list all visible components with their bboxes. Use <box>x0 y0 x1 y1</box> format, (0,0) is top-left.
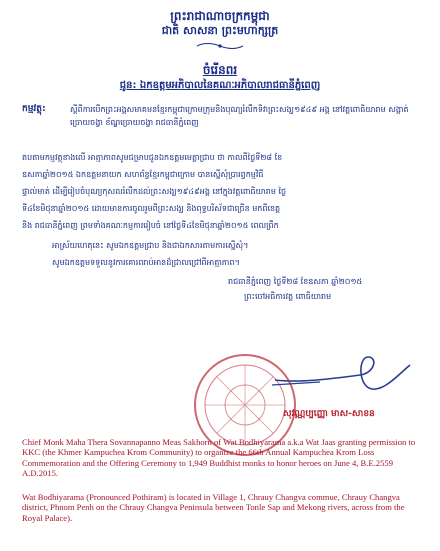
signatory-name: សុវណ្ណប្បញ្ញោ មាស-សាខន <box>283 409 375 419</box>
body-line: តបតាមកម្មវត្ថុខាងលើ អាត្មាភាពសូមជម្រាបជូនឯកឧត្តមមេត្តាជ្រាប ថា កាលពីថ្ងៃទី២៨ ខែ <box>22 153 283 162</box>
body-line: ផ្ទាល់មាត់ ដើម្បីរៀបចំបុណ្យកុសលរំលឹកដល់ព្រះសង្ឃ១៩៤៩អង្គ នៅក្នុងវត្តពោធិយារាម ថ្ងៃ <box>22 187 287 196</box>
subject-text: ស្តីពីការបើកព្រះអង្គសមាគមនខ្មែរកម្ពុជាក្រោមក្រុមនិងបុណ្យរំលឹកទិវាព្រះសង្ឃ១៩៤៩ អង្គ នៅវត្តពោធិយារាម សង្កាត់ ច្រោយចង្វា ខ័ណ្ឌច្រោយចង្វា រាជធានីភ្នំពេញ <box>70 105 409 127</box>
document-type: ចំរើនពរ <box>202 63 238 77</box>
body-line: និង រាជធានីភ្នំពេញ ព្រមទាំងគណៈកម្មការរៀបចំ នៅថ្ងៃទី៤ខែមិថុនាឆ្នាំ២០១៥ ពេលព្រឹក <box>22 221 279 230</box>
national-motto: ជាតិ សាសនា ព្រះមហាក្សត្រ <box>161 24 279 37</box>
signatory-title: ព្រះចៅអធិការវត្ត ពោធិយារាម <box>244 292 332 301</box>
ornament-divider-icon <box>195 41 245 51</box>
body-line: ទី៤ខែមិថុនាឆ្នាំ២០១៥ ដោយមានការចូលរួមពីព្រះសង្ឃ និងពុទ្ធបរិស័ទជាច្រើន មកពីខេត្ត <box>22 204 281 213</box>
kingdom-title: ព្រះរាជាណាចក្រកម្ពុជា <box>170 9 270 23</box>
body-line: ឧសភាឆ្នាំ២០១៥ ឯកឧត្តមនាយក សហព័ន្ធខ្មែរកម្ពុជាក្រោម បានស្នើសុំប្រារព្ធកម្មវិធី <box>22 170 264 179</box>
body-line: អាស្រ័យហេតុនេះ សូមឯកឧត្តមជ្រាប និងជាឯកសារតាមការស្នើសុំ។ <box>52 241 249 250</box>
date-line: រាជធានីភ្នំពេញ ថ្ងៃទី២៨ ខែឧសភា ឆ្នាំ២០១៥ <box>228 277 363 286</box>
body-line: សូមឯកឧត្តមទទួលនូវការគោរពរាប់អានដ៏ជ្រាលជ្រៅពីអាត្មាភាព។ <box>52 258 240 267</box>
english-caption-permission: Chief Monk Maha Thera Sovannapanno Meas Sakhorn of Wat Bodhiyarama a.k.a Wat Jaas granting permission to KKC (the Khmer Kampuchea Krom Community) to organize the 66th Annual Kampuchea Krom Loss Commemoration and the Offering Ceremony to 1,949 Buddhist monks to honor heroes on June 4, B.E.2559 A.D.2015. <box>22 437 416 478</box>
subject-label: កម្មវត្ថុ: <box>22 104 46 114</box>
recipient-line: ជូន: ឯកឧត្តមអភិបាលនៃគណៈអភិបាលរាជធានីភ្នំពេញ <box>119 80 321 91</box>
english-caption-location: Wat Bodhiyarama (Pronounced Pothiram) is located in Village 1, Chrauy Changva commue, Chrauy Changva district, Phnom Penh on the Chrauy Changva Peninsula between Tonle Sap and Mekong rivers, across from the Royal Palace). <box>22 492 405 523</box>
handwritten-signature-icon <box>260 345 430 405</box>
